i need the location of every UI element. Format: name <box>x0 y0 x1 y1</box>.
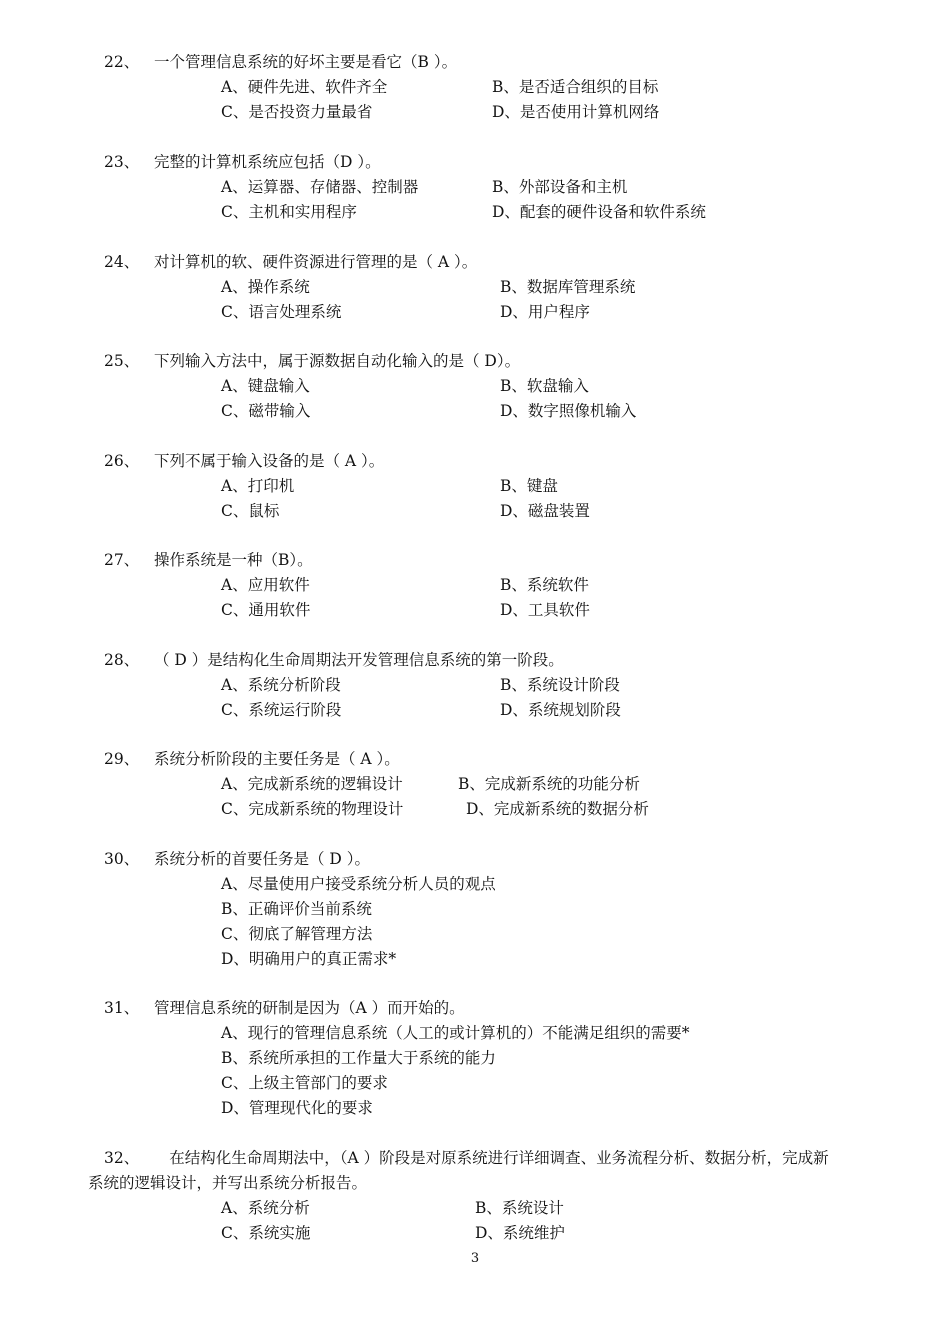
question-text: 下列输入方法中，属于源数据自动化输入的是（ D）。 <box>154 352 521 370</box>
question-text: 一个管理信息系统的好坏主要是看它（B ）。 <box>154 53 458 71</box>
option-d: D、管理现代化的要求 <box>221 1099 373 1117</box>
question-text: （ D ）是结构化生命周期法开发管理信息系统的第一阶段。 <box>154 651 564 669</box>
option-a: A、硬件先进、软件齐全 <box>221 78 388 96</box>
option-c: C、上级主管部门的要求 <box>221 1074 388 1092</box>
question-text: 操作系统是一种（B）。 <box>154 551 313 569</box>
question-number: 27、 <box>104 551 140 569</box>
question-text: 下列不属于输入设备的是（ A ）。 <box>154 452 385 470</box>
option-d: D、工具软件 <box>500 601 590 619</box>
option-b: B、系统设计阶段 <box>500 676 620 694</box>
question-number: 24、 <box>104 253 140 271</box>
option-b: B、外部设备和主机 <box>492 178 628 196</box>
option-c: C、是否投资力量最省 <box>221 103 373 121</box>
question-text: 管理信息系统的研制是因为（A ）而开始的。 <box>154 999 465 1017</box>
option-c: C、主机和实用程序 <box>221 203 357 221</box>
option-a: A、尽量使用户接受系统分析人员的观点 <box>221 875 496 893</box>
question-number: 26、 <box>104 452 140 470</box>
option-c: C、彻底了解管理方法 <box>221 925 373 943</box>
option-b: B、系统软件 <box>500 576 589 594</box>
option-c: C、鼠标 <box>221 502 280 520</box>
question-number: 31、 <box>104 999 140 1017</box>
option-b: B、正确评价当前系统 <box>221 900 372 918</box>
option-d: D、明确用户的真正需求* <box>221 950 397 968</box>
option-c: C、通用软件 <box>221 601 311 619</box>
option-c: C、系统实施 <box>221 1224 311 1242</box>
question-text: 完整的计算机系统应包括（D ）。 <box>154 153 381 171</box>
option-c: C、完成新系统的物理设计 <box>221 800 404 818</box>
option-d: D、磁盘装置 <box>500 502 590 520</box>
option-d: D、配套的硬件设备和软件系统 <box>492 203 706 221</box>
question-text: 在结构化生命周期法中，（A ）阶段是对原系统进行详细调查、业务流程分析、数据分析，完成新 <box>169 1149 829 1167</box>
option-b: B、系统所承担的工作量大于系统的能力 <box>221 1049 496 1067</box>
option-a: A、打印机 <box>221 477 295 495</box>
option-d: D、系统规划阶段 <box>500 701 621 719</box>
option-b: B、是否适合组织的目标 <box>492 78 659 96</box>
option-b: B、键盘 <box>500 477 558 495</box>
option-a: A、运算器、存储器、控制器 <box>221 178 419 196</box>
option-a: A、键盘输入 <box>221 377 310 395</box>
option-c: C、系统运行阶段 <box>221 701 342 719</box>
question-number: 28、 <box>104 651 140 669</box>
option-a: A、应用软件 <box>221 576 310 594</box>
question-number: 30、 <box>104 850 140 868</box>
option-a: A、系统分析阶段 <box>221 676 341 694</box>
question-text: 对计算机的软、硬件资源进行管理的是（ A ）。 <box>154 253 478 271</box>
option-d: D、数字照像机输入 <box>500 402 637 420</box>
question-text: 系统分析阶段的主要任务是（ A ）。 <box>154 750 400 768</box>
option-b: B、完成新系统的功能分析 <box>458 775 640 793</box>
question-number: 29、 <box>104 750 140 768</box>
option-b: B、数据库管理系统 <box>500 278 636 296</box>
option-d: D、完成新系统的数据分析 <box>466 800 649 818</box>
question-number: 23、 <box>104 153 140 171</box>
option-d: D、是否使用计算机网络 <box>492 103 660 121</box>
option-d: D、系统维护 <box>475 1224 565 1242</box>
option-c: C、语言处理系统 <box>221 303 342 321</box>
page-number: 3 <box>470 1251 480 1266</box>
question-number: 25、 <box>104 352 140 370</box>
option-b: B、软盘输入 <box>500 377 589 395</box>
question-text: 系统分析的首要任务是（ D ）。 <box>154 850 371 868</box>
option-a: A、操作系统 <box>221 278 310 296</box>
option-d: D、用户程序 <box>500 303 590 321</box>
question-number: 32、 <box>104 1149 140 1167</box>
option-a: A、系统分析 <box>221 1199 310 1217</box>
question-number: 22、 <box>104 53 140 71</box>
option-b: B、系统设计 <box>475 1199 564 1217</box>
option-a: A、完成新系统的逻辑设计 <box>221 775 403 793</box>
question-text-continued: 系统的逻辑设计，并写出系统分析报告。 <box>88 1174 368 1192</box>
option-a: A、现行的管理信息系统（人工的或计算机的）不能满足组织的需要* <box>221 1024 690 1042</box>
option-c: C、磁带输入 <box>221 402 311 420</box>
